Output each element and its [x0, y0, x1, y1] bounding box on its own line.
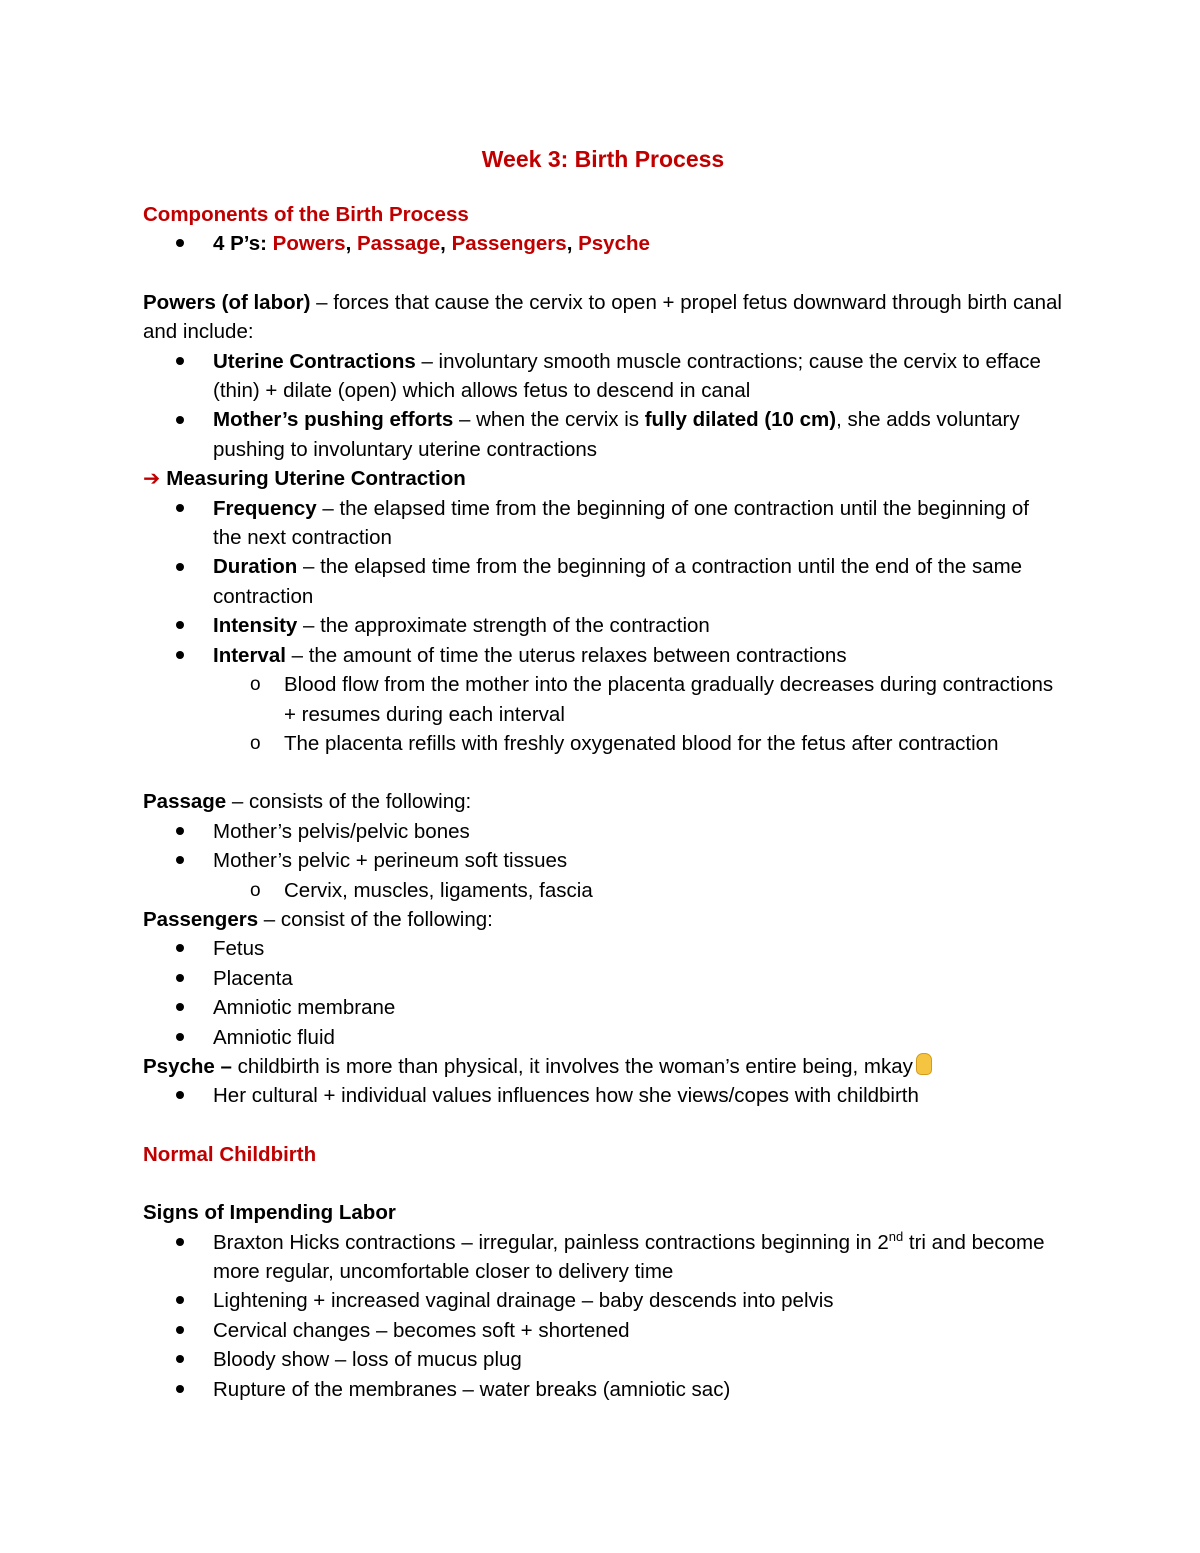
- arrow-right-icon: ➔: [143, 467, 161, 491]
- separator: ,: [566, 232, 579, 256]
- bullet-icon: [176, 494, 184, 523]
- list-item: [143, 1375, 1063, 1404]
- list-item: [143, 1081, 1063, 1110]
- bullet-icon: [176, 1228, 184, 1257]
- components-list: [143, 229, 1063, 258]
- list-item: [143, 1316, 1063, 1345]
- signs-heading: Signs of Impending Labor: [143, 1201, 396, 1225]
- list-item: [143, 846, 1063, 875]
- item-text: Placenta: [213, 966, 293, 990]
- psyche-paragraph: [143, 1052, 1063, 1081]
- powers-list: [143, 347, 1063, 465]
- list-item: [143, 993, 1063, 1022]
- psyche-term: Psyche –: [143, 1054, 232, 1078]
- bullet-icon: [176, 1345, 184, 1374]
- bullet-icon: [176, 611, 184, 640]
- measuring-heading-text: Measuring Uterine Contraction: [166, 467, 466, 491]
- p-passengers: Passengers: [451, 232, 567, 256]
- four-ps-label: 4 P’s:: [213, 232, 273, 256]
- list-item: [143, 347, 1063, 406]
- passage-term: Passage: [143, 790, 227, 814]
- item-term: Frequency: [213, 496, 317, 520]
- psyche-list: [143, 1081, 1063, 1110]
- item-desc: – involuntary smooth muscle contractions; cause the cervix to efface (thin) + dilate (open) which allows fetus to descend in canal: [213, 349, 1041, 403]
- item-text: tri and become more regular, uncomfortable closer to delivery time: [213, 1230, 1045, 1283]
- section-heading-components: Components of the Birth Process: [143, 203, 469, 226]
- item-text: Rupture of the membranes – water breaks (amniotic sac): [213, 1377, 731, 1401]
- item-desc: , she adds voluntary pushing to involuntary uterine contractions: [213, 408, 1020, 461]
- bullet-icon: [176, 964, 184, 993]
- passengers-paragraph: [143, 905, 1063, 934]
- document-body: [143, 142, 1063, 1404]
- item-text: Mother’s pelvis/pelvic bones: [213, 819, 470, 843]
- item-desc: – when the cervix is: [453, 408, 645, 432]
- psyche-desc: childbirth is more than physical, it involves the woman’s entire being, mkay: [231, 1054, 913, 1078]
- bullet-icon: [176, 1375, 184, 1404]
- circle-bullet-icon: o: [250, 732, 261, 754]
- bullet-icon: [176, 641, 184, 670]
- item-text: Her cultural + individual values influences how she views/copes with childbirth: [213, 1084, 919, 1108]
- item-term: Uterine Contractions: [213, 349, 416, 373]
- measuring-list: [143, 494, 1063, 759]
- powers-desc: – forces that cause the cervix to open + propel fetus downward through birth canal and include:: [143, 290, 1062, 344]
- bullet-icon: [176, 1286, 184, 1315]
- item-term: Intensity: [213, 614, 298, 638]
- list-item: [143, 494, 1063, 553]
- p-psyche: Psyche: [578, 232, 650, 256]
- list-item: [143, 817, 1063, 846]
- sub-list-item: [143, 670, 1063, 729]
- item-emphasis: fully dilated (10 cm): [644, 408, 837, 432]
- list-item: [143, 934, 1063, 963]
- list-item: [143, 552, 1063, 611]
- list-item: [143, 611, 1063, 640]
- sub-item-text: Blood flow from the mother into the placenta gradually decreases during contractions + resumes during each interval: [284, 673, 1054, 726]
- list-item: [143, 964, 1063, 993]
- passengers-list: [143, 934, 1063, 1052]
- circle-bullet-icon: o: [250, 879, 261, 901]
- sub-list-item: [143, 729, 1063, 758]
- signs-list: [143, 1228, 1063, 1404]
- bullet-icon: [176, 229, 184, 258]
- bullet-icon: [176, 934, 184, 963]
- item-term: Duration: [213, 555, 298, 579]
- bullet-icon: [176, 552, 184, 581]
- item-desc: – the approximate strength of the contraction: [297, 614, 710, 638]
- bullet-icon: [176, 1316, 184, 1345]
- list-item: [143, 1345, 1063, 1374]
- item-text: Amniotic membrane: [213, 996, 396, 1020]
- bullet-icon: [176, 817, 184, 846]
- measuring-heading: [143, 464, 1063, 493]
- item-term: Interval: [213, 643, 286, 667]
- item-text: Braxton Hicks contractions – irregular, painless contractions beginning in 2: [213, 1230, 889, 1254]
- item-text: Amniotic fluid: [213, 1025, 335, 1049]
- powers-term: Powers (of labor): [143, 290, 311, 314]
- list-item: [143, 641, 1063, 670]
- bullet-icon: [176, 993, 184, 1022]
- list-item: [143, 229, 1063, 258]
- powers-paragraph: [143, 288, 1063, 347]
- list-item: [143, 405, 1063, 464]
- list-item: [143, 1286, 1063, 1315]
- item-desc: – the elapsed time from the beginning of a contraction until the end of the same contraction: [213, 555, 1023, 608]
- item-text: Fetus: [213, 937, 265, 961]
- page-title: Week 3: Birth Process: [481, 146, 725, 172]
- separator: ,: [345, 232, 357, 256]
- item-desc: – the elapsed time from the beginning of one contraction until the beginning of the next contraction: [213, 496, 1029, 550]
- item-text: Bloody show – loss of mucus plug: [213, 1348, 522, 1372]
- item-text: Cervical changes – becomes soft + shortened: [213, 1318, 630, 1342]
- sub-item-text: The placenta refills with freshly oxygenated blood for the fetus after contraction: [284, 731, 999, 755]
- passage-desc: – consists of the following:: [226, 790, 472, 814]
- sub-item-text: Cervix, muscles, ligaments, fascia: [284, 878, 593, 902]
- ok-hand-icon: [916, 1053, 932, 1075]
- list-item: [143, 1228, 1063, 1287]
- item-desc: – the amount of time the uterus relaxes between contractions: [285, 643, 847, 667]
- separator: ,: [440, 232, 452, 256]
- bullet-icon: [176, 405, 184, 434]
- passengers-term: Passengers: [143, 907, 259, 931]
- bullet-icon: [176, 1023, 184, 1052]
- bullet-icon: [176, 347, 184, 376]
- bullet-icon: [176, 846, 184, 875]
- bullet-icon: [176, 1081, 184, 1110]
- item-term: Mother’s pushing efforts: [213, 408, 454, 432]
- p-powers: Powers: [272, 232, 346, 256]
- sub-list-item: [143, 876, 1063, 905]
- item-text: Lightening + increased vaginal drainage – baby descends into pelvis: [213, 1289, 834, 1313]
- item-text: Mother’s pelvic + perineum soft tissues: [213, 849, 568, 873]
- passage-paragraph: [143, 787, 1063, 816]
- passengers-desc: – consist of the following:: [258, 907, 493, 931]
- list-item: [143, 1023, 1063, 1052]
- circle-bullet-icon: o: [250, 674, 261, 696]
- passage-list: [143, 817, 1063, 905]
- p-passage: Passage: [356, 232, 441, 256]
- section-heading-normal-childbirth: Normal Childbirth: [143, 1142, 317, 1166]
- ordinal-superscript: nd: [888, 1228, 904, 1244]
